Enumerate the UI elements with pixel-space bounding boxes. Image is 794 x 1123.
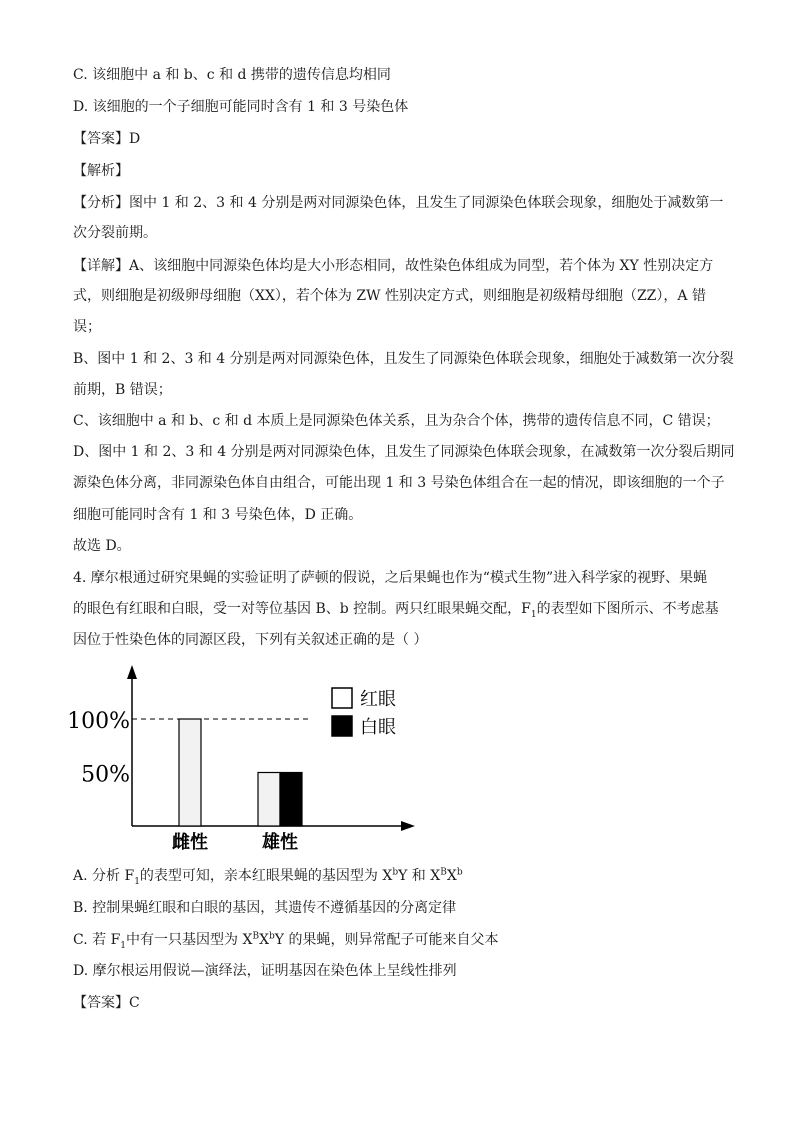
x-tick-label: 雄性: [262, 832, 298, 853]
q3-conclusion: 故选 D。: [73, 538, 131, 554]
q4-option-a-sub: 1: [134, 876, 140, 887]
q4-option-a-text-2: 的表型可知，亲本红眼果蝇的基因型为 X: [139, 868, 393, 884]
q4-stem-f1-subscript: 1: [530, 609, 537, 620]
q4-option-a: [73, 866, 463, 886]
q4-option-d: D. 摩尔根运用假说—演绎法，证明基因在染色体上呈线性排列: [73, 963, 457, 979]
q4-option-a-sup-3: b: [456, 867, 463, 878]
q4-option-c-text-2: 中有一只基因型为 X: [126, 932, 253, 948]
q3-xiangjie-line-1: 【详解】A、该细胞中同源染色体均是大小形态相同，故性染色体组成为同型，若个体为 XY 性别决定方: [73, 258, 714, 274]
bar-white-eye-male: [280, 773, 302, 827]
legend-swatch-red-eye: [332, 688, 352, 708]
q3-xiangjie-line-2: 式，则细胞是初级卵母细胞（XX），若个体为 ZW 性别决定方式，则细胞是初级精母细胞（ZZ），A 错: [73, 288, 706, 304]
q4-option-c-sup-1: B: [252, 931, 260, 942]
y-tick-label: 100%: [67, 709, 130, 734]
q3-answer: 【答案】D: [73, 131, 141, 147]
q4-stem-line-1: 4. 摩尔根通过研究果蝇的实验证明了萨顿的假说，之后果蝇也作为“模式生物”进入科学家的视野、果蝇: [73, 570, 708, 586]
q3-d-line-1: D、图中 1 和 2、3 和 4 分别是两对同源染色体，且发生了同源染色体联会现象，在减数第一次分裂后期同: [73, 444, 735, 460]
legend-label-white-eye: 白眼: [360, 717, 396, 738]
q4-option-b: B. 控制果蝇红眼和白眼的基因，其遗传不遵循基因的分离定律: [73, 900, 457, 916]
q4-option-a-text-3: Y 和 X: [398, 868, 441, 884]
y-tick-label: 50%: [81, 762, 130, 788]
q3-fenxi-line-2: 次分裂前期。: [73, 225, 157, 241]
bar-red-eye-female: [179, 719, 201, 826]
bar-red-eye-male: [258, 773, 280, 827]
q4-option-c-sup-2: b: [269, 931, 275, 942]
q4-option-a-text-4: X: [446, 868, 457, 884]
q4-option-c-text-4: Y 的果蝇，则异常配子可能来自父本: [274, 932, 499, 948]
q4-answer: 【答案】C: [73, 995, 140, 1011]
q3-option-c: C. 该细胞中 a 和 b、c 和 d 携带的遗传信息均相同: [73, 67, 391, 83]
q3-fenxi-line-1: 【分析】图中 1 和 2、3 和 4 分别是两对同源染色体，且发生了同源染色体联会现象，细胞处于减数第一: [73, 195, 724, 211]
q4-option-a-text: A. 分析 F: [73, 868, 135, 884]
q3-analysis-heading: 【解析】: [73, 163, 129, 179]
x-tick-label: 雌性: [172, 832, 208, 853]
x-axis-arrow: [401, 821, 415, 831]
q4-option-a-sup-1: b: [392, 867, 399, 878]
q4-stem-line-2: [73, 599, 719, 619]
q4-option-c-sub: 1: [120, 940, 127, 951]
q4-option-c-text: C. 若 F: [73, 932, 121, 948]
q4-option-a-sup-2: B: [440, 867, 447, 878]
q4-option-c-text-3: X: [259, 932, 270, 948]
q4-stem-line-2-text-tail: 的表型如下图所示、不考虑基: [536, 601, 719, 617]
q3-option-d: D. 该细胞的一个子细胞可能同时含有 1 和 3 号染色体: [73, 99, 409, 115]
q3-d-line-3: 细胞可能同时含有 1 和 3 号染色体，D 正确。: [73, 507, 363, 523]
q3-d-line-2: 源染色体分离，非同源染色体自由组合，可能出现 1 和 3 号染色体组合在一起的情况，即该细胞的一个子: [73, 475, 725, 491]
legend-swatch-white-eye: [332, 716, 352, 736]
q4-stem-line-2-text: 的眼色有红眼和白眼，受一对等位基因 B、b 控制。两只红眼果蝇交配，F: [73, 601, 531, 617]
legend-label-red-eye: 红眼: [360, 689, 396, 710]
q4-option-c: [73, 930, 499, 950]
q3-b-line-2: 前期，B 错误；: [73, 382, 172, 398]
q3-b-line-1: B、图中 1 和 2、3 和 4 分别是两对同源染色体，且发生了同源染色体联会现象，细胞处于减数第一次分裂: [73, 351, 734, 367]
q3-xiangjie-line-3: 误；: [73, 319, 101, 335]
y-axis-arrow: [127, 665, 137, 679]
eye-color-bar-chart: [60, 655, 430, 855]
q3-c-line-1: C、该细胞中 a 和 b、c 和 d 本质上是同源染色体关系，且为杂合个体，携带的遗传信息不同，C 错误；: [73, 413, 720, 429]
q4-stem-line-3: 因位于性染色体的同源区段，下列有关叙述正确的是（ ）: [73, 632, 428, 648]
